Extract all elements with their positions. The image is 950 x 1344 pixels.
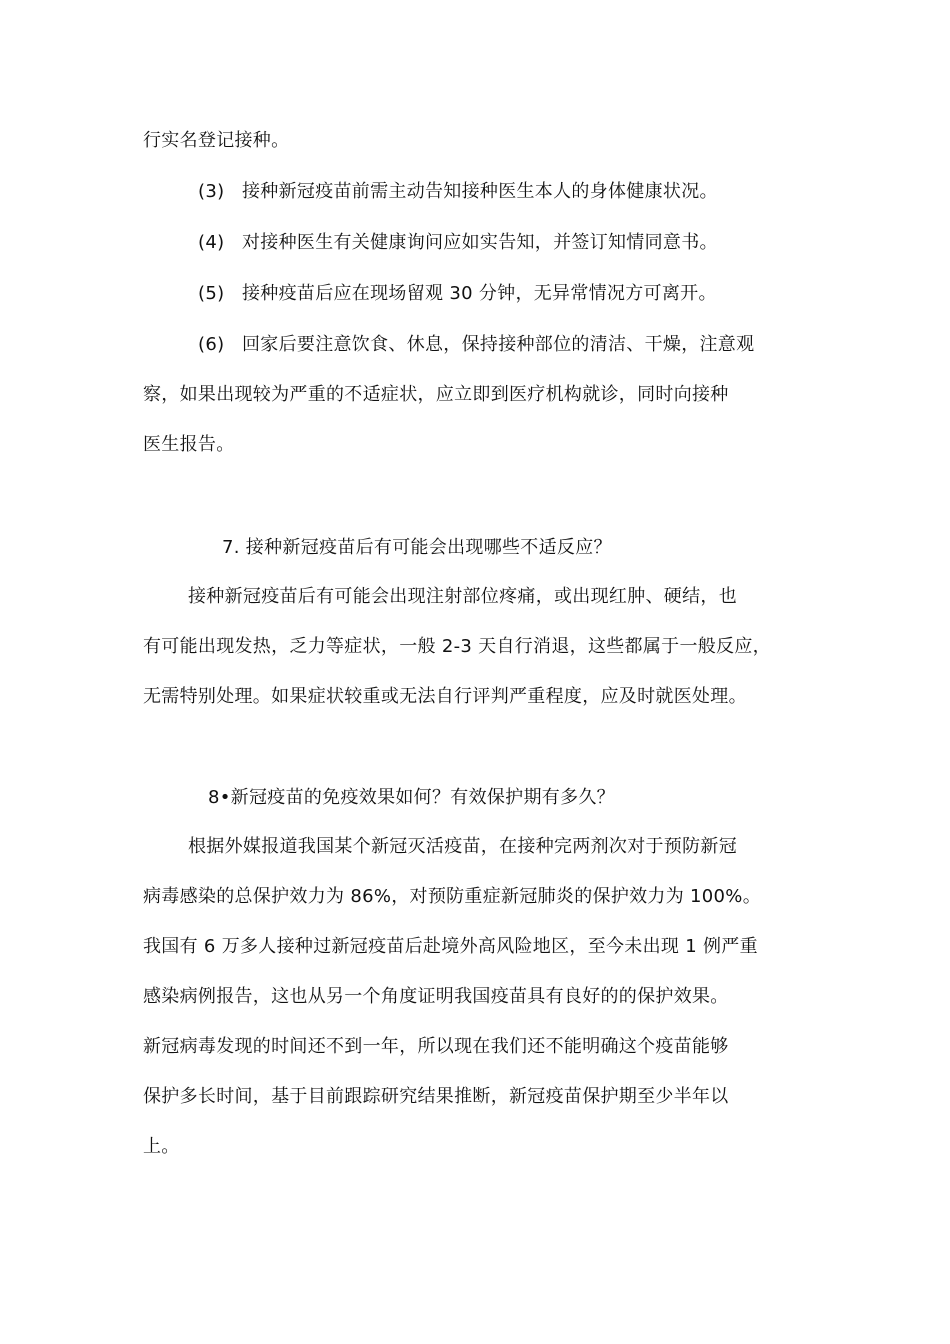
paragraph-line: 病毒感染的总保护效力为 86%，对预防重症新冠肺炎的保护效力为 100%。 bbox=[143, 886, 762, 907]
line-text: 行实名登记接种。 bbox=[143, 130, 290, 151]
line-text: 察，如果出现较为严重的不适症状，应立即到医疗机构就诊，同时向接种 bbox=[143, 384, 729, 405]
list-text: 接种疫苗后应在现场留观 30 分钟，无异常情况方可离开。 bbox=[242, 283, 717, 304]
section-heading: 7. 接种新冠疫苗后有可能会出现哪些不适反应？ bbox=[222, 537, 612, 558]
list-item bbox=[198, 232, 718, 254]
paragraph-line bbox=[143, 384, 729, 406]
list-item bbox=[198, 334, 754, 356]
list-text: 接种新冠疫苗前需主动告知接种医生本人的身体健康状况。 bbox=[242, 181, 718, 202]
paragraph-line bbox=[143, 130, 289, 152]
line-text: 医生报告。 bbox=[143, 434, 235, 455]
list-number: (5) bbox=[198, 283, 225, 304]
paragraph-line: 有可能出现发热，乏力等症状，一般 2-3 天自行消退，这些都属于一般反应， bbox=[143, 636, 771, 657]
paragraph-line: 新冠病毒发现的时间还不到一年，所以现在我们还不能明确这个疫苗能够 bbox=[143, 1036, 729, 1057]
list-number: (4) bbox=[198, 232, 225, 253]
list-text: 回家后要注意饮食、休息，保持接种部位的清洁、干燥，注意观 bbox=[242, 334, 755, 355]
paragraph-line: 感染病例报告，这也从另一个角度证明我国疫苗具有良好的的保护效果。 bbox=[143, 986, 729, 1007]
list-number: (3) bbox=[198, 181, 225, 202]
paragraph-line: 无需特别处理。如果症状较重或无法自行评判严重程度，应及时就医处理。 bbox=[143, 686, 747, 707]
list-item bbox=[198, 181, 718, 203]
paragraph-line bbox=[143, 434, 235, 456]
paragraph-line: 我国有 6 万多人接种过新冠疫苗后赴境外高风险地区，至今未出现 1 例严重 bbox=[143, 936, 758, 957]
section-heading: 8•新冠疫苗的免疫效果如何？有效保护期有多久？ bbox=[208, 787, 615, 808]
paragraph-line: 根据外媒报道我国某个新冠灭活疫苗，在接种完两剂次对于预防新冠 bbox=[188, 836, 737, 857]
paragraph-line: 上。 bbox=[143, 1136, 180, 1157]
list-number: (6) bbox=[198, 334, 225, 355]
paragraph-line: 保护多长时间，基于目前跟踪研究结果推断，新冠疫苗保护期至少半年以 bbox=[143, 1086, 729, 1107]
list-item bbox=[198, 283, 717, 305]
paragraph-line: 接种新冠疫苗后有可能会出现注射部位疼痛，或出现红肿、硬结，也 bbox=[188, 586, 737, 607]
list-text: 对接种医生有关健康询问应如实告知，并签订知情同意书。 bbox=[242, 232, 718, 253]
